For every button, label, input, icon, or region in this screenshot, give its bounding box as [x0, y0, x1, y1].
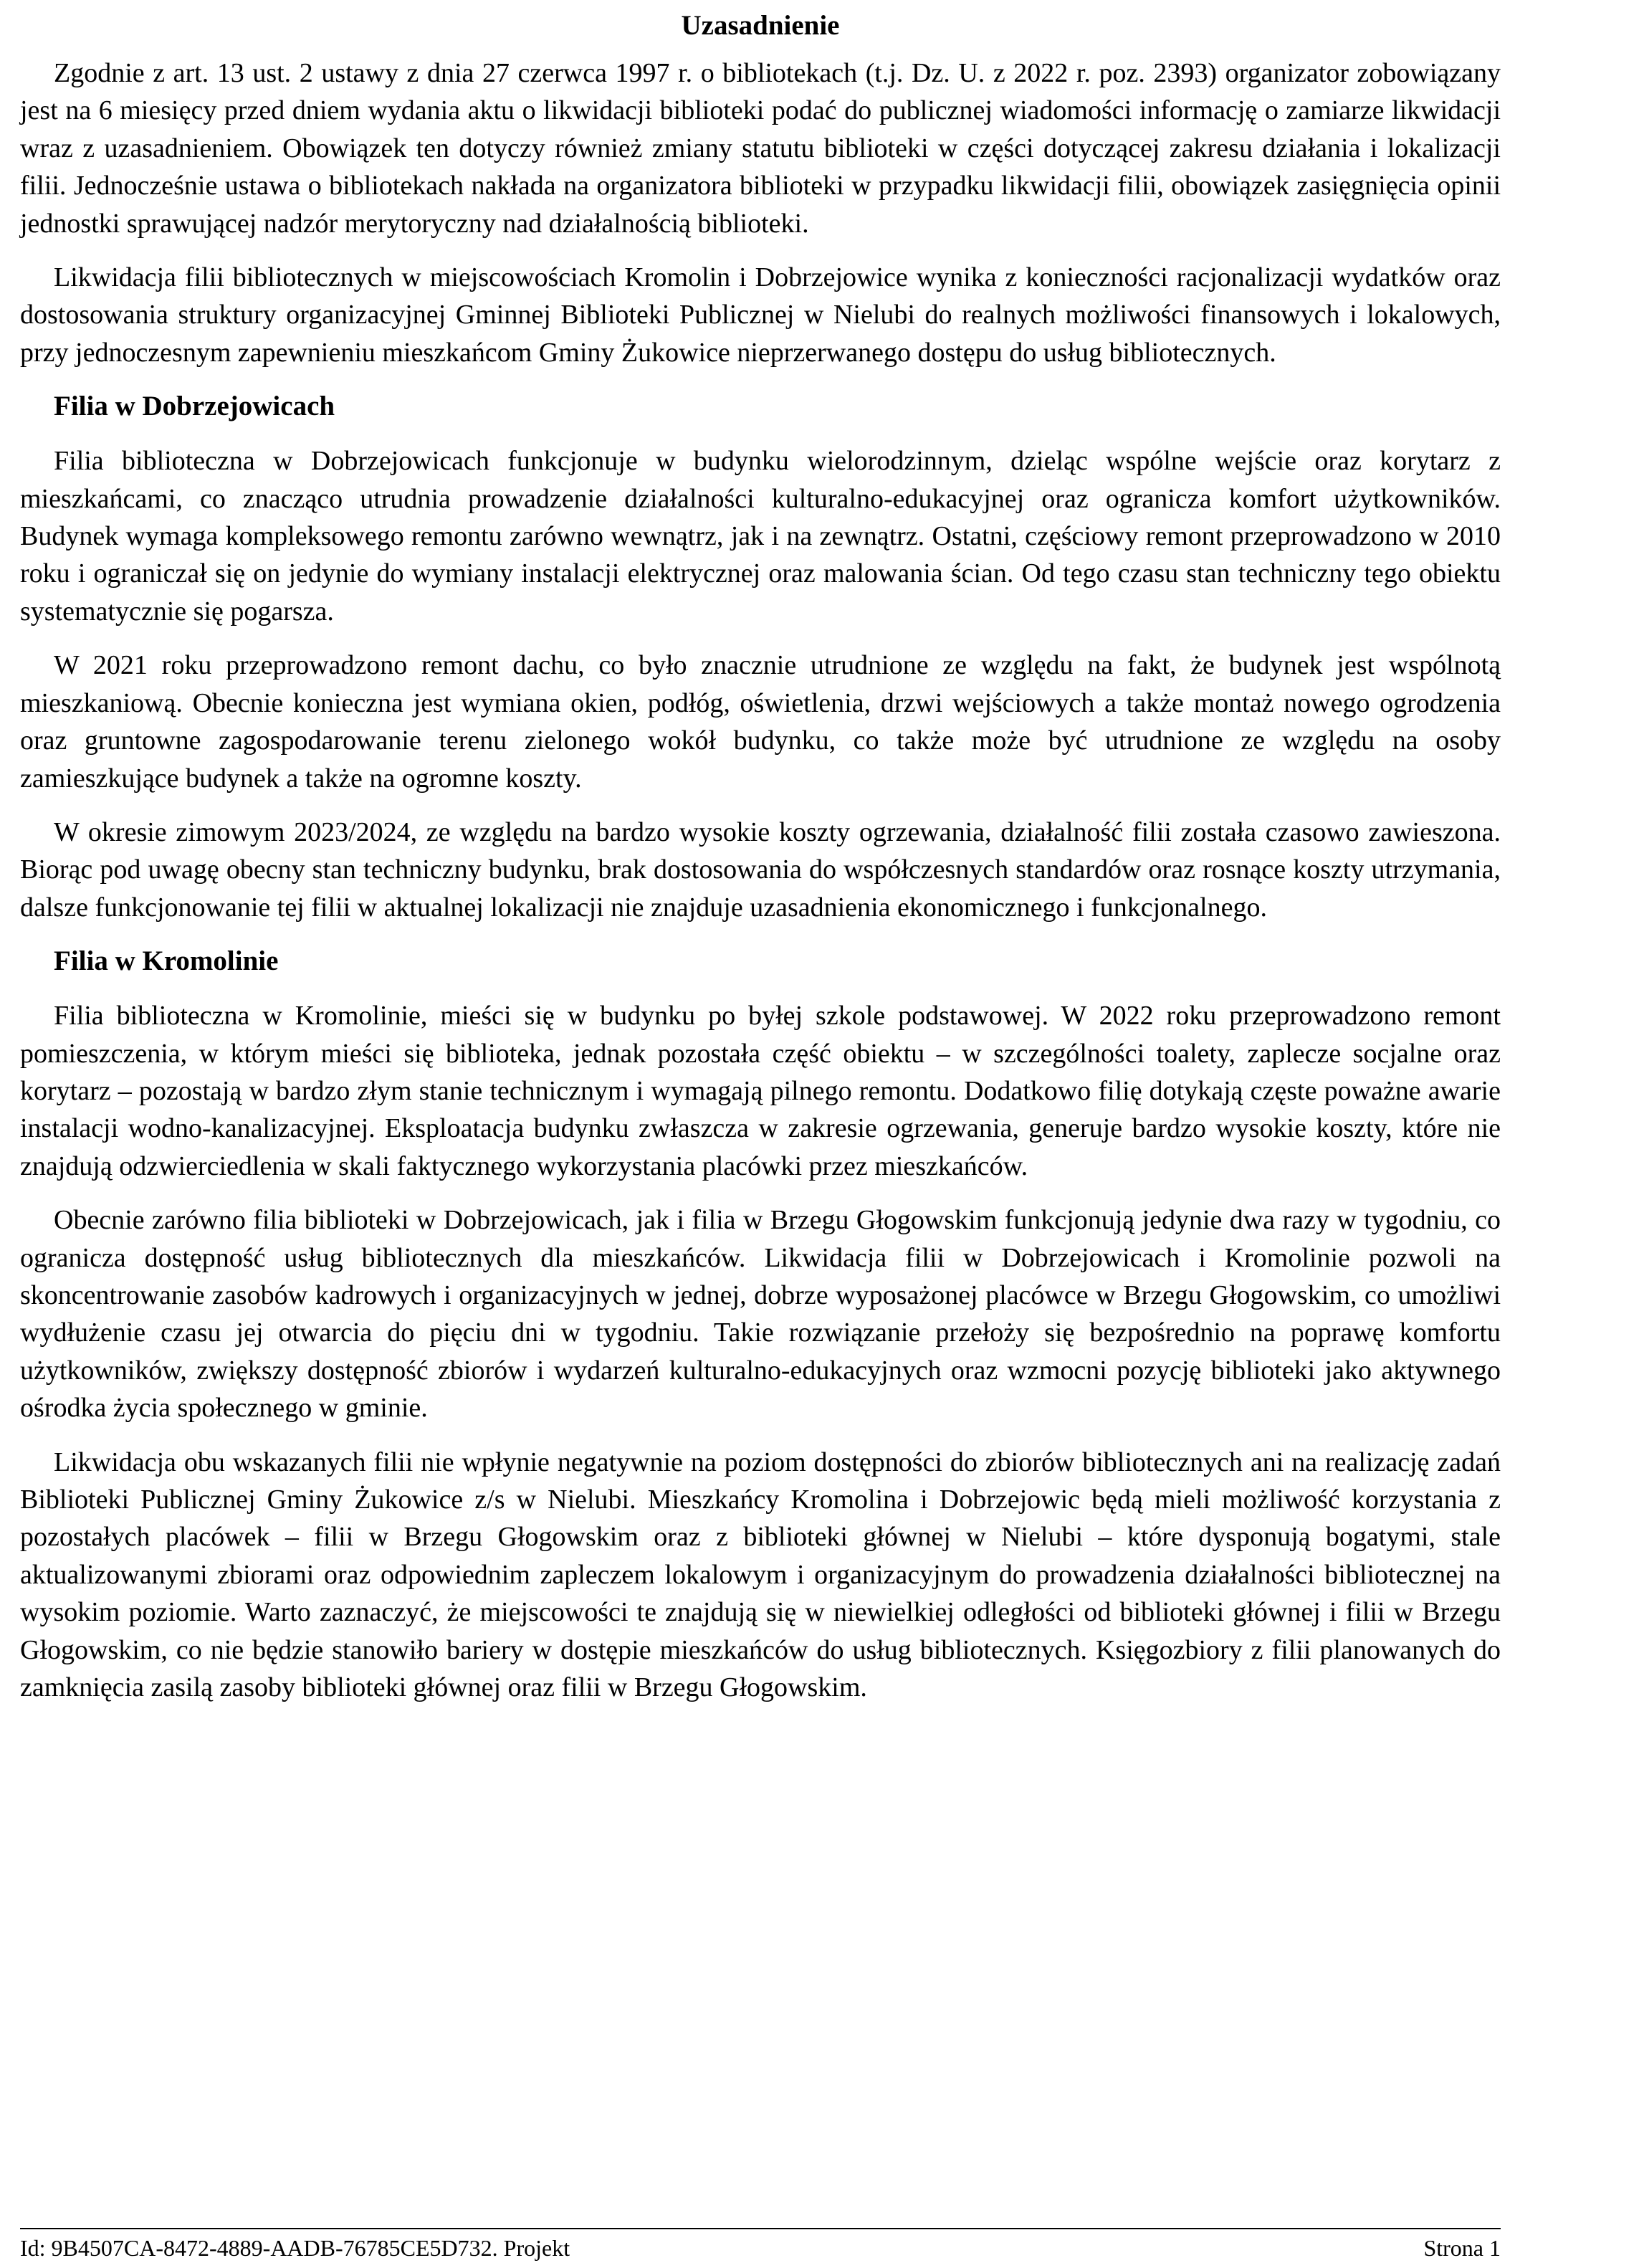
document-id: Id: 9B4507CA-8472-4889-AADB-76785CE5D732. Projekt: [20, 2235, 570, 2261]
page-footer: [20, 2228, 1501, 2262]
paragraph-legal-basis: Zgodnie z art. 13 ust. 2 ustawy z dnia 27 czerwca 1997 r. o bibliotekach (t.j. Dz. U. z 2022 r. poz. 2393) organizator zobowiązany jest na 6 miesięcy przed dniem wydania aktu o likwidacji biblioteki podać do publicznej wiadomości informację o zamiarze likwidacji wraz z uzasadnieniem. Obowiązek ten dotyczy również zmiany statutu biblioteki w części dotyczącej zakresu działania i lokalizacji filii. Jednocześnie ustawa o bibliotekach nakłada na organizatora biblioteki w przypadku likwidacji filii, obowiązek zasięgnięcia opinii jednostki sprawującej nadzór merytoryczny nad działalnością biblioteki.: [20, 58, 1501, 239]
page-number: Strona 1: [1423, 2235, 1501, 2261]
paragraph-liquidation-reason: Likwidacja filii bibliotecznych w miejscowościach Kromolin i Dobrzejowice wynika z konieczności racjonalizacji wydatków oraz dostosowania struktury organizacyjnej Gminnej Biblioteki Publicznej w Nielubi do realnych możliwości finansowych i lokalowych, przy jednoczesnym zapewnieniu mieszkańcom Gminy Żukowice nieprzerwanego dostępu do usług bibliotecznych.: [20, 262, 1501, 368]
section-heading-dobrzejowice: Filia w Dobrzejowicach: [54, 391, 335, 422]
paragraph-opening-hours: Obecnie zarówno filia biblioteki w Dobrzejowicach, jak i filia w Brzegu Głogowskim funkcjonują jedynie dwa razy w tygodniu, co ogranicza dostępność usług bibliotecznych dla mieszkańców. Likwidacja filii w Dobrzejowicach i Kromolinie pozwoli na skoncentrowanie zasobów kadrowych i organizacyjnych w jednej, dobrze wyposażonej placówce w Brzegu Głogowskim, co umożliwi wydłużenie czasu jej otwarcia do pięciu dni w tygodniu. Takie rozwiązanie przełoży się bezpośrednio na poprawę komfortu użytkowników, zwiększy dostępność zbiorów i wydarzeń kulturalno-edukacyjnych oraz wzmocni pozycję biblioteki jako aktywnego ośrodka życia społecznego w gminie.: [20, 1205, 1501, 1424]
paragraph-dobrzejowice-suspension: W okresie zimowym 2023/2024, ze względu na bardzo wysokie koszty ogrzewania, działalność filii została czasowo zawieszona. Biorąc pod uwagę obecny stan techniczny budynku, brak dostosowania do współczesnych standardów oraz rosnące koszty utrzymania, dalsze funkcjonowanie tej filii w aktualnej lokalizacji nie znajduje uzasadnienia ekonomicznego i funkcjonalnego.: [20, 816, 1501, 923]
section-heading-kromolin: Filia w Kromolinie: [54, 945, 279, 977]
paragraph-dobrzejowice-renovation: W 2021 roku przeprowadzono remont dachu, co było znacznie utrudnione ze względu na fakt, że budynek jest wspólnotą mieszkaniową. Obecnie konieczna jest wymiana okien, podłóg, oświetlenia, drzwi wejściowych a także montaż nowego ogrodzenia oraz gruntowne zagospodarowanie terenu zielonego wokół budynku, co także może być utrudnione ze względu na osoby zamieszkujące budynek a także na ogromne koszty.: [20, 650, 1501, 794]
paragraph-dobrzejowice-building: Filia biblioteczna w Dobrzejowicach funkcjonuje w budynku wielorodzinnym, dzieląc wspólne wejście oraz korytarz z mieszkańcami, co znacząco utrudnia prowadzenie działalności kulturalno-edukacyjnej oraz ogranicza komfort użytkowników. Budynek wymaga kompleksowego remontu zarówno wewnątrz, jak i na zewnątrz. Ostatni, częściowy remont przeprowadzono w 2010 roku i ograniczał się on jedynie do wymiany instalacji elektrycznej oraz malowania ścian. Od tego czasu stan techniczny tego obiektu systematycznie się pogarsza.: [20, 446, 1501, 626]
document-page: [20, 0, 1501, 1723]
paragraph-kromolin-building: Filia biblioteczna w Kromolinie, mieści się w budynku po byłej szkole podstawowej. W 2022 roku przeprowadzono remont pomieszczenia, w którym mieści się biblioteka, jednak pozostała część obiektu – w szczególności toalety, zaplecze socjalne oraz korytarz – pozostają w bardzo złym stanie technicznym i wymagają pilnego remontu. Dodatkowo filię dotykają częste poważne awarie instalacji wodno-kanalizacyjnej. Eksploatacja budynku zwłaszcza w zakresie ogrzewania, generuje bardzo wysokie koszty, które nie znajdują odzwierciedlenia w skali faktycznego wykorzystania placówki przez mieszkańców.: [20, 1001, 1501, 1181]
paragraph-access-conclusion: Likwidacja obu wskazanych filii nie wpłynie negatywnie na poziom dostępności do zbiorów bibliotecznych ani na realizację zadań Biblioteki Publicznej Gminy Żukowice z/s w Nielubi. Mieszkańcy Kromolina i Dobrzejowic będą mieli możliwość korzystania z pozostałych placówek – filii w Brzegu Głogowskim oraz z biblioteki głównej w Nielubi – które dysponują bogatymi, stale aktualizowanymi zbiorami oraz odpowiednim zapleczem lokalowym i organizacyjnym do prowadzenia działalności bibliotecznej na wysokim poziomie. Warto zaznaczyć, że miejscowości te znajdują się w niewielkiej odległości od biblioteki głównej i filii w Brzegu Głogowskim, co nie będzie stanowiło bariery w dostępie mieszkańców do usług bibliotecznych. Księgozbiory z filii planowanych do zamknięcia zasilą zasoby biblioteki głównej oraz filii w Brzegu Głogowskim.: [20, 1447, 1501, 1703]
page-title: Uzasadnienie: [681, 10, 840, 41]
